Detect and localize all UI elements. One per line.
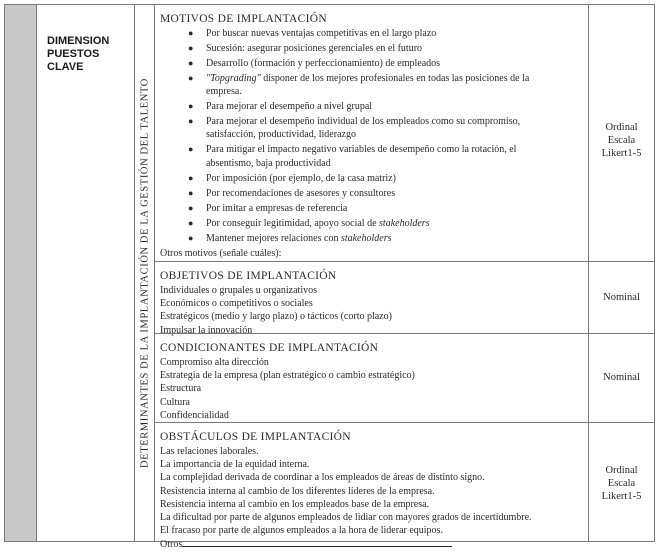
list-item: ● Desarrollo (formación y perfeccionamiento) de empleados [188,58,441,69]
list-item: Económicos o competitivos o sociales [160,298,313,310]
list-item: ● "Topgrading" disponer de los mejores profesionales en todas las posiciones de la empresa. [188,73,530,98]
dimension-label-line: DIMENSION [47,35,110,47]
section-motivos [155,5,588,261]
content-column [155,5,589,551]
divider [589,261,654,262]
section-title: MOTIVOS DE IMPLANTACIÓN [160,13,327,25]
blank-underline [182,537,452,547]
divider [589,422,654,423]
list-item: Resistencia interna al cambio en los empleados base de la empresa. [160,498,430,510]
bullet-icon: ● [188,28,194,38]
bullet-icon: ● [188,172,194,183]
dimension-label [47,35,109,74]
list-item: Cultura [160,396,190,408]
list-item: El fracaso por parte de algunos empleados a la hora de liderar equipos. [160,525,443,537]
scale-column [589,5,654,541]
list-item: ● Para mitigar el impacto negativo variables de desempeño como la rotación, el absentismo, baja productividad [188,144,517,169]
gray-side-column [5,5,37,541]
bullet-icon: ● [188,202,194,213]
list-item: ● Por buscar nuevas ventajas competitivas en el largo plazo [188,28,437,39]
list-item: La complejidad derivada de coordinar a los empleados de áreas de distinto signo. [160,472,485,484]
vertical-label-column [135,5,155,541]
list-item: Individuales o grupales u organizativos [160,285,318,296]
scale-label-objetivos: Nominal [603,292,640,303]
table-frame [4,4,655,551]
bullet-icon: ● [188,187,194,198]
list-item: Estratégicos (medio y largo plazo) o tácticos (corto plazo) [160,311,392,323]
list-item: Estrategia de la empresa (plan estratégico o cambio estratégico) [160,370,415,382]
list-item: ● Por conseguir legitimidad, apoyo social de stakeholders [188,217,430,229]
divider [589,333,654,334]
section-title: OBJETIVOS DE IMPLANTACIÓN [160,270,337,282]
dimension-label-line: CLAVE [47,61,84,73]
bullet-icon: ● [188,43,194,53]
bullet-icon: ● [188,58,194,68]
dimension-label-line: PUESTOS [47,48,100,60]
list-item: ● Mantener mejores relaciones con stakeholders [188,232,392,244]
list-item: Resistencia interna al cambio de los diferentes líderes de la empresa. [160,485,435,497]
bullet-icon: ● [188,217,194,228]
bullet-icon: ● [188,232,194,243]
list-item: ● Por imitar a empresas de referencia [188,202,348,214]
section-obstaculos [155,422,588,551]
list-item: Confidencialidad [160,409,229,421]
section-title: CONDICIONANTES DE IMPLANTACIÓN [160,342,379,354]
list-item: La dificultad por parte de algunos empleados de lidiar con mayores grados de incertidumbre. [160,512,532,524]
bullet-icon: ● [188,73,194,83]
section-objetivos [155,261,588,336]
list-item: Las relaciones laborales. [160,446,259,457]
scale-label-motivos: Ordinal Escala Likert1-5 [601,122,642,159]
list-item: ● Para mejorar el desempeño individual de los empleados como su compromiso, satisfacción, productividad, liderazgo [188,116,521,141]
scale-label-condicionantes: Nominal [603,372,640,383]
otros-motivos: Otros motivos (señale cuáles): [160,247,282,259]
dimension-column [37,5,135,541]
bullet-icon: ● [188,101,194,112]
list-item: Compromiso alta dirección [160,357,269,368]
list-item: ● Por recomendaciones de asesores y consultores [188,187,396,199]
topgrading-term: "Topgrading" [206,73,261,84]
otros-line: Otros [160,537,584,551]
section-title: OBSTÁCULOS DE IMPLANTACIÓN [160,431,351,443]
bullet-icon: ● [188,116,194,127]
list-item: Impulsar la innovación [160,324,253,336]
vertical-label: DETERMINANTES DE LA IMPLANTACIÓN DE LA GESTIÓN DEL TALENTO [139,78,150,468]
motivos-list [160,27,584,245]
scale-label-obstaculos: Ordinal Escala Likert1-5 [601,465,642,502]
bullet-icon: ● [188,144,194,155]
section-condicionantes [155,333,588,422]
list-item: La importancia de la equidad interna. [160,459,310,471]
list-item: Estructura [160,383,202,395]
list-item: ● Por imposición (por ejemplo, de la casa matriz) [188,172,396,184]
list-item: ● Sucesión: asegurar posiciones gerenciales en el futuro [188,43,423,54]
list-item: ● Para mejorar el desempeño a nivel grupal [188,101,373,113]
